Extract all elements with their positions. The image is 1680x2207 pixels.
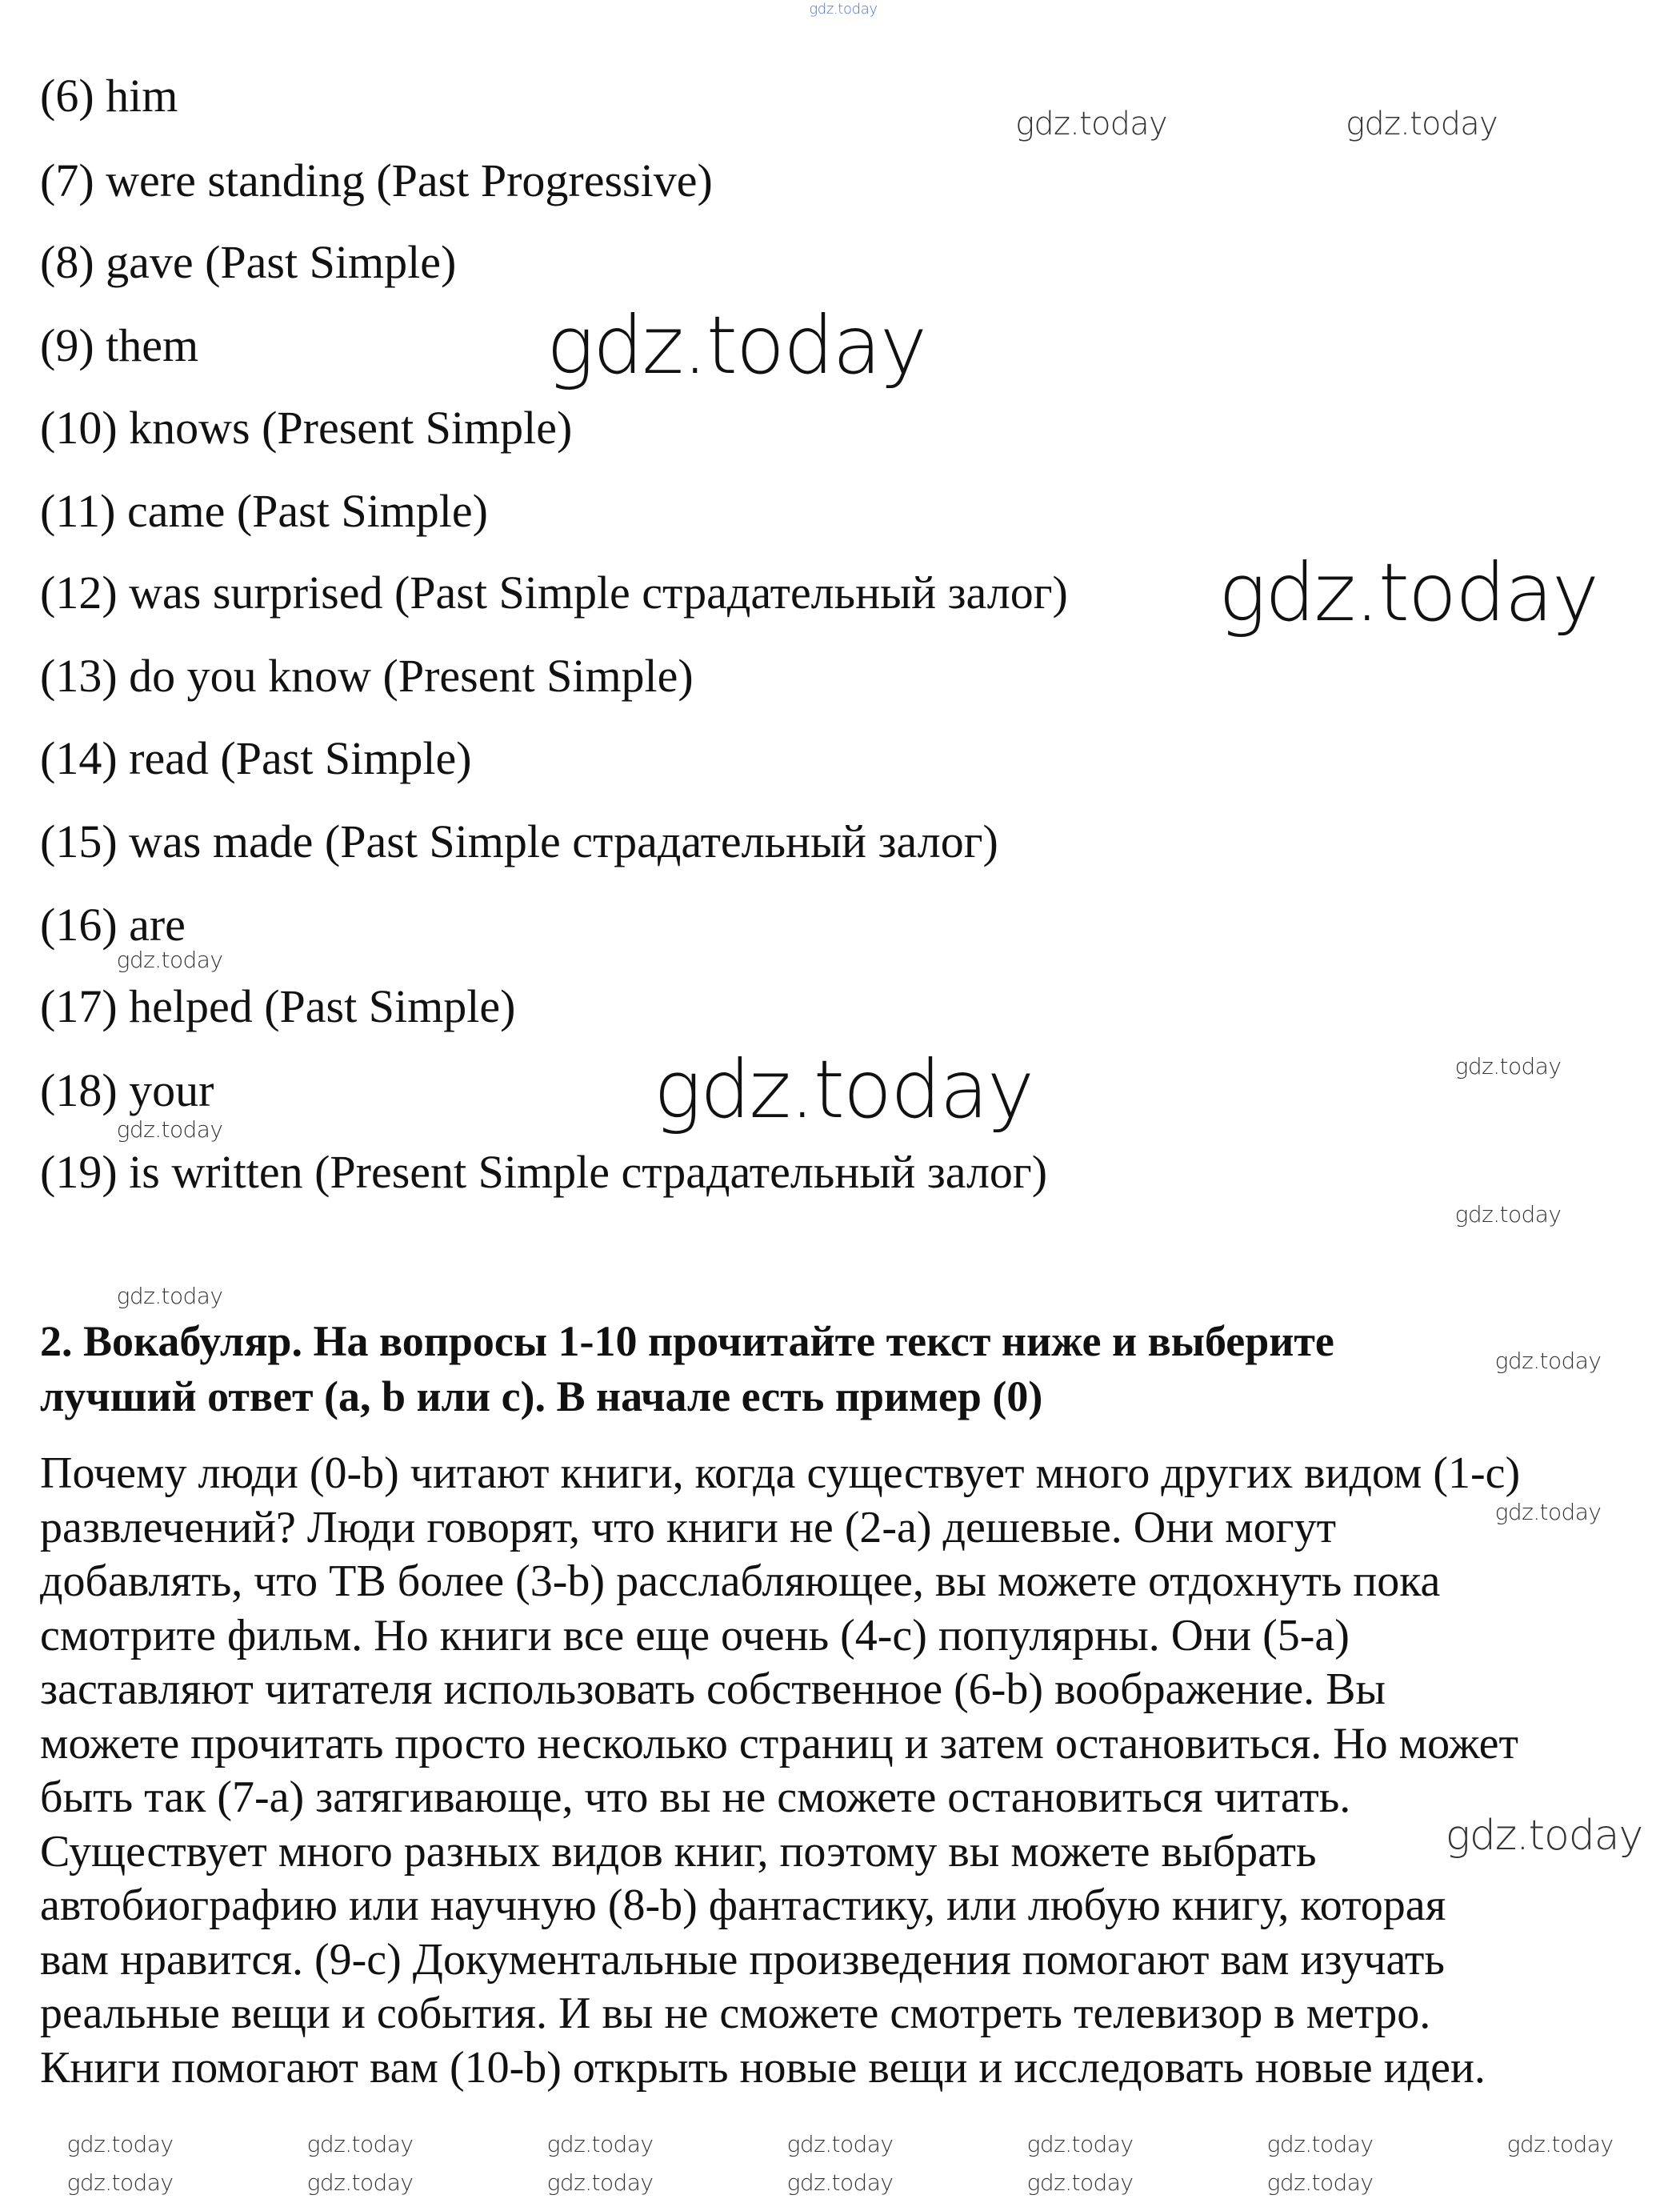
answer-item: (6) him	[40, 70, 178, 122]
answer-item: (14) read (Past Simple)	[40, 732, 472, 784]
answer-item: (10) knows (Present Simple)	[40, 402, 573, 454]
answer-item: (15) was made (Past Simple страдательный залог)	[40, 815, 998, 867]
watermark: gdz.today	[1506, 2131, 1614, 2157]
watermark: gdz.today	[1026, 2169, 1134, 2196]
watermark: gdz.today	[546, 2131, 654, 2157]
paragraph-line: вам нравится. (9-c) Документальные произведения помогают вам изучать	[40, 1934, 1445, 1985]
watermark: gdz.today	[809, 1, 878, 18]
watermark: gdz.today	[1494, 1348, 1602, 1374]
watermark: gdz.today	[306, 2131, 414, 2157]
answer-item: (9) them	[40, 319, 199, 371]
heading-line: лучший ответ (a, b или c). В начале есть пример (0)	[40, 1372, 1043, 1420]
paragraph-line: заставляют читателя использовать собственное (6-b) воображение. Вы	[40, 1664, 1386, 1714]
watermark: gdz.today	[1026, 2131, 1134, 2157]
answer-item: (19) is written (Present Simple страдательный залог)	[40, 1146, 1048, 1198]
heading-line: 2. Вокабуляр. На вопросы 1-10 прочитайте текст ниже и выберите	[40, 1317, 1334, 1365]
watermark: gdz.today	[116, 1283, 223, 1309]
section-heading	[40, 1314, 1334, 1424]
paragraph-line: реальные вещи и события. И вы не сможете смотреть телевизор в метро.	[40, 1989, 1431, 2038]
watermark: gdz.today	[786, 2169, 894, 2196]
watermark: gdz.today	[1346, 106, 1498, 142]
watermark: gdz.today	[546, 298, 926, 392]
paragraph-line: можете прочитать просто несколько страниц и затем остановиться. Но может	[40, 1718, 1518, 1768]
paragraph-line: Существует много разных видов книг, поэтому вы можете выбрать	[40, 1826, 1317, 1877]
watermark: gdz.today	[306, 2169, 414, 2196]
watermark: gdz.today	[1218, 546, 1598, 639]
watermark: gdz.today	[546, 2169, 654, 2196]
answer-item: (8) gave (Past Simple)	[40, 236, 457, 288]
paragraph-line: быть так (7-a) затягивающе, что вы не сможете остановиться читать.	[40, 1772, 1351, 1822]
paragraph-line: Книги помогают вам (10-b) открыть новые вещи и исследовать новые идеи.	[40, 2042, 1486, 2093]
watermark: gdz.today	[116, 947, 223, 973]
answer-item: (17) helped (Past Simple)	[40, 980, 516, 1032]
answer-item: (12) was surprised (Past Simple страдательный залог)	[40, 567, 1068, 619]
paragraph-line: автобиографию или научную (8-b) фантастику, или любую книгу, которая	[40, 1881, 1446, 1930]
watermark: gdz.today	[786, 2131, 894, 2157]
watermark: gdz.today	[66, 2131, 174, 2157]
watermark: gdz.today	[1266, 2169, 1374, 2196]
answer-item: (7) were standing (Past Progressive)	[40, 154, 713, 206]
paragraph-line: Почему люди (0-b) читают книги, когда существует много других видом (1-c)	[40, 1448, 1521, 1498]
paragraph-line: смотрите фильм. Но книги все еще очень (4-c) популярны. Они (5-a)	[40, 1610, 1350, 1660]
paragraph-line: добавлять, что ТВ более (3-b) расслабляющее, вы можете отдохнуть пока	[40, 1556, 1441, 1606]
answer-item: (16) are	[40, 899, 186, 951]
watermark: gdz.today	[1454, 1201, 1562, 1228]
watermark: gdz.today	[1266, 2131, 1374, 2157]
watermark: gdz.today	[1454, 1053, 1562, 1079]
answer-item: (18) your	[40, 1064, 214, 1116]
watermark: gdz.today	[1445, 1812, 1643, 1860]
answer-item: (11) came (Past Simple)	[40, 485, 488, 537]
paragraph-line: развлечений? Люди говорят, что книги не (2-a) дешевые. Они могут	[40, 1502, 1337, 1552]
watermark: gdz.today	[116, 1116, 223, 1143]
watermark: gdz.today	[653, 1043, 1034, 1136]
watermark: gdz.today	[1015, 106, 1167, 142]
watermark: gdz.today	[66, 2169, 174, 2196]
section-paragraph	[40, 1447, 1520, 2095]
answer-item: (13) do you know (Present Simple)	[40, 650, 694, 702]
watermark: gdz.today	[1494, 1499, 1602, 1525]
